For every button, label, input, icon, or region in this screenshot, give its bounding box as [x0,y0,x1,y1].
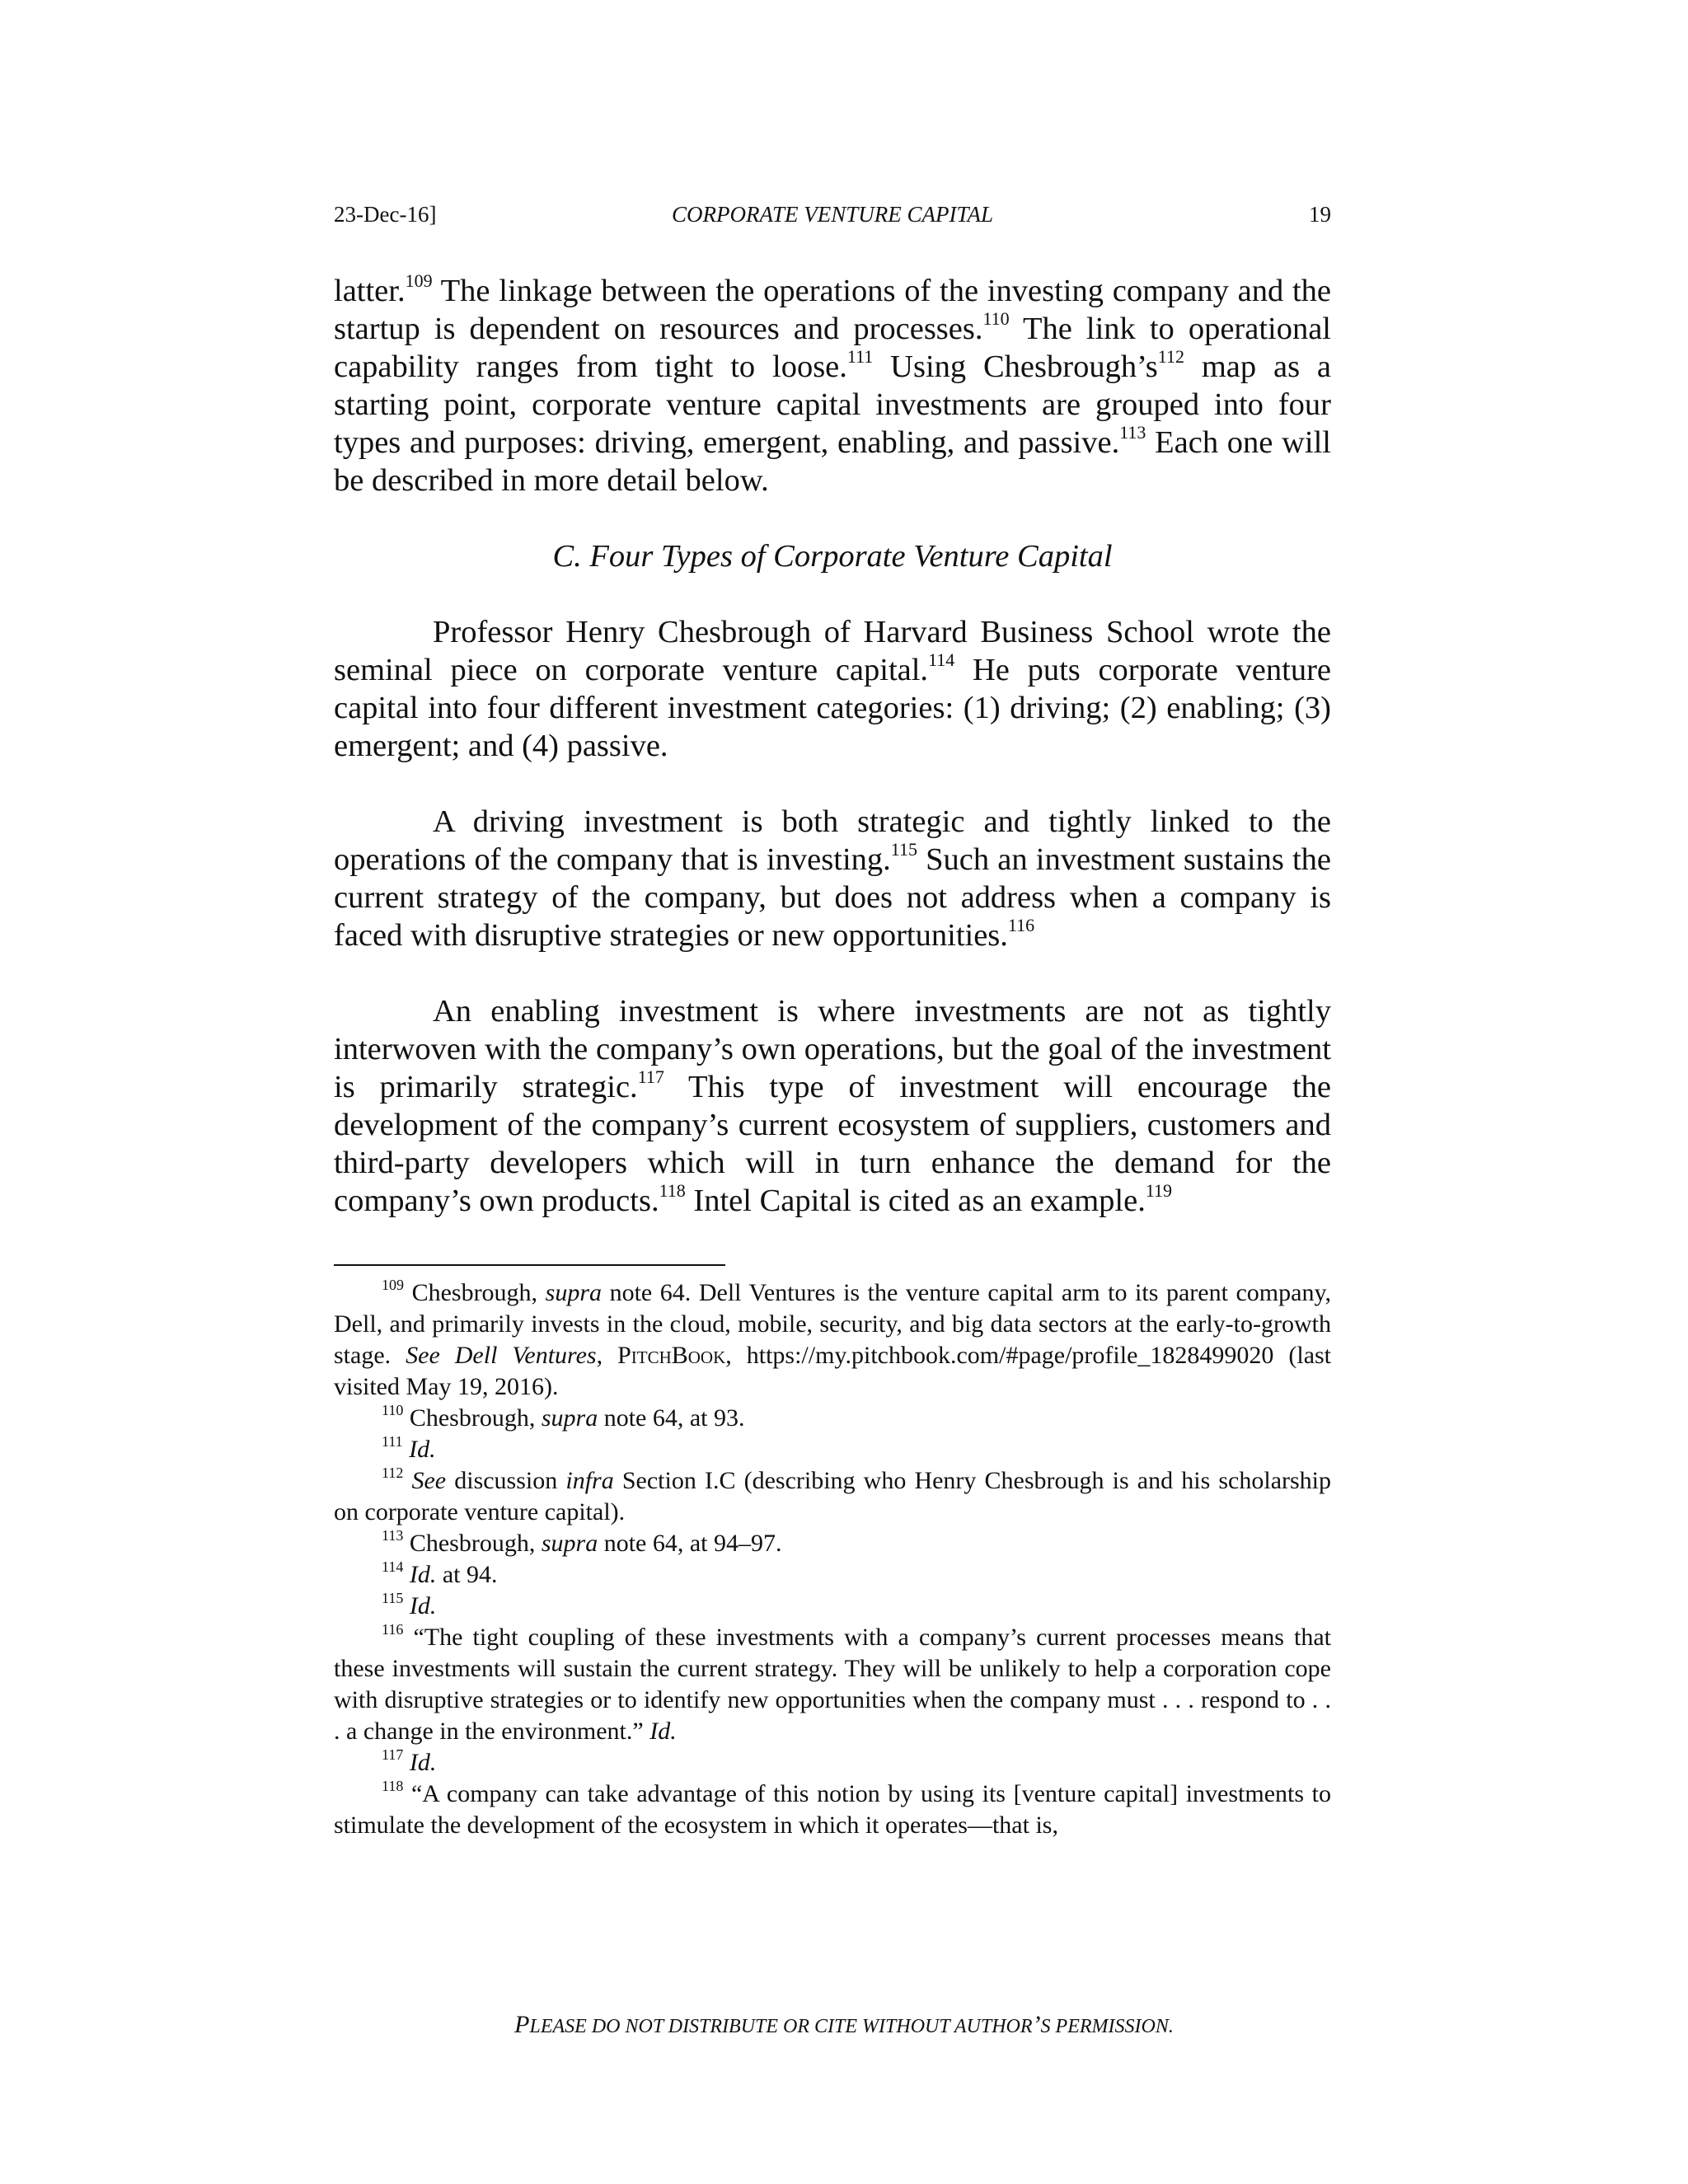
footnote-ref: 111 [846,346,874,367]
footnote-115: $^{115}$ Id. [382,1590,437,1619]
footnote-ref: 118 [659,1180,686,1201]
distribution-notice: PLEASE DO NOT DISTRIBUTE OR CITE WITHOUT AUTHOR’S PERMISSION. [514,2011,1174,2038]
footnote-118: $^{118}$ “A company can take advantage of this notion by using its [venture capital] investments to stimulate the development of the ecosystem in which it operates—that is, [334,1778,1331,1839]
running-header [334,202,1331,235]
footnote-114: $^{114}$ Id. at 94. [382,1558,498,1588]
page [334,202,1331,1841]
footnote-ref: 110 [982,308,1010,329]
paragraph-1: latter.$^{109}$ The linkage between the operations of the investing company and the startup is dependent on resources and processes.$^{110}$ The link to operational capability ranges from tight to loose.$^{111}$ Using $Chesbrough’s^{112}$ map as a starting point, corporate venture capital investments are grouped into four types and purposes: driving, emergent, enabling, and passive.$^{113}$ Each one will be described in more detail below. [334,270,1332,498]
footnote-divider [334,1264,725,1266]
footnote-113: $^{113}$ Chesbrough, supra note 64, at 94–97. [382,1527,782,1557]
section-heading: C. Four Types of Corporate Venture Capital [552,539,1113,574]
footnotes [334,1277,1331,1841]
footnote-ref: 116 [1007,915,1035,935]
footnote-111: $^{111}$ Id. [382,1433,436,1463]
footnote-ref: 119 [1145,1180,1173,1201]
header-title: CORPORATE VENTURE CAPITAL [672,202,993,227]
paragraph-2: Professor Henry Chesbrough of Harvard Business School wrote the seminal piece on corporate venture capital.$^{114}$ He puts corporate venture capital into four different investment categories: (1) driving; (2) enabling; (3) emergent; and (4) passive. [334,615,1331,763]
footnote-112: $^{112}$ See discussion infra Section I.C (describing who Henry Chesbrough is and his scholarship on corporate venture capital). [334,1465,1332,1526]
page-number: 19 [1309,202,1331,227]
footnote-ref: 113 [1119,422,1146,443]
footnote-ref: 114 [928,649,955,670]
footnote-ref: 117 [637,1066,664,1087]
pitchbook-url: , https://my.pitchbook.com/#page/profile_1828499020 (last visited May 19, 2016). [334,1342,1332,1400]
footnote-ref: 112 [1157,346,1184,367]
footnote-ref: 109 [405,270,433,291]
body-text [334,272,1331,1220]
header-date: 23-Dec-16] [334,202,437,227]
footnote-109: $^{109}$ Chesbrough, supra note 64. Dell Ventures is the venture capital arm to its parent company, Dell, and primarily invests in the cloud, mobile, security, and big data sectors at the early-to-growth stage. See Dell Ventures, PitchBook, https://my.pitchbook.com/#page/profile_1828499020 (last visited May 19, 2016). [334,1277,1332,1400]
footnote-110: $^{110}$ Chesbrough, supra note 64, at 93. [382,1402,745,1432]
paragraph-4: An enabling investment is where investments are not as tightly interwoven with the company’s own operations, but the goal of the investment is primarily strategic.$^{117}$ This type of investment will encourage the development of the company’s current ecosystem of suppliers, customers and third-party developers which will in turn enhance the demand for the company’s own products.$^{118}$ Intel Capital is cited as an example.$^{119}$ [334,994,1331,1218]
paragraph-3: A driving investment is both strategic and tightly linked to the operations of the company that is investing.$^{115}$ Such an investment sustains the current strategy of the company, but does not address when a company is faced with disruptive strategies or new opportunities.$^{116}$ [334,804,1332,953]
footnote-117: $^{117}$ Id. [382,1746,437,1776]
footnote-ref: 115 [890,839,917,860]
footnote-116: $^{116}$ “The tight coupling of these investments with a company’s current processes means that these investments will sustain the current strategy. They will be unlikely to help a corporation cope with disruptive strategies or to identify new opportunities when the company must . . . respond to . . . a change in the environment.” Id. [334,1621,1331,1745]
